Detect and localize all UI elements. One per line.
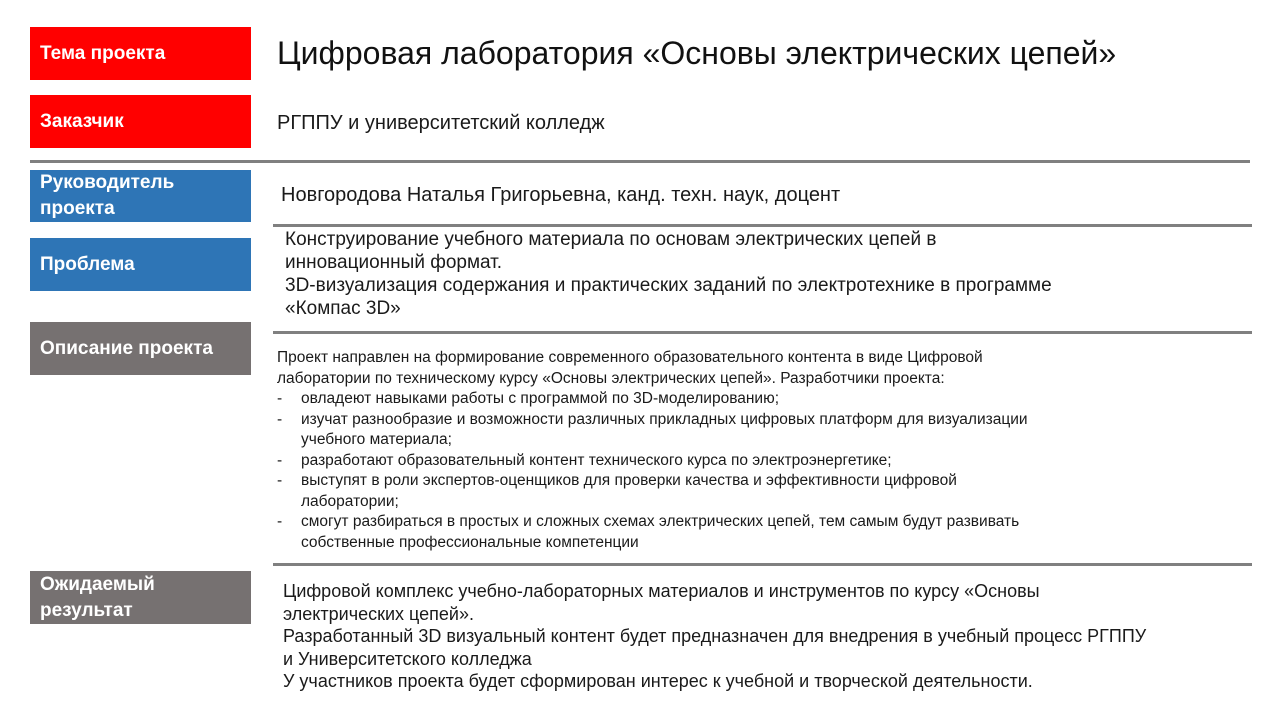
result-text <box>283 580 1146 693</box>
problem-line: инновационный формат. <box>285 252 503 273</box>
project-title: Цифровая лаборатория «Основы электрических цепей» <box>277 35 1117 71</box>
divider-line <box>30 160 1250 163</box>
problem-line: Конструирование учебного материала по основам электрических цепей в <box>285 229 937 250</box>
label-description: Описание проекта <box>30 322 251 375</box>
label-result: Ожидаемый результат <box>30 571 251 624</box>
leader-value: Новгородова Наталья Григорьевна, канд. техн. наук, доцент <box>281 184 841 206</box>
problem-line: 3D-визуализация содержания и практических заданий по электротехнике в программе <box>285 275 1052 296</box>
list-item: - смогут разбираться в простых и сложных схемах электрических цепей, тем самым будут развивать собственные профессиональные компетенции <box>277 512 1028 553</box>
result-line: и Университетского колледжа <box>283 648 532 669</box>
divider-line <box>273 224 1252 227</box>
result-line: Разработанный 3D визуальный контент будет предназначен для внедрения в учебный процесс РГППУ <box>283 626 1147 646</box>
label-customer: Заказчик <box>30 95 251 148</box>
problem-line: «Компас 3D» <box>285 298 401 319</box>
list-item: - изучат разнообразие и возможности различных прикладных цифровых платформ для визуализации учебного материала; <box>277 410 1028 451</box>
result-line: электрических цепей». <box>283 603 474 624</box>
problem-text <box>285 228 1052 320</box>
label-leader: Руководитель проекта <box>30 170 251 222</box>
result-line: У участников проекта будет сформирован интерес к учебной и творческой деятельности. <box>283 671 1033 691</box>
list-item: - овладеют навыками работы с программой по 3D-моделированию; <box>277 389 1028 410</box>
divider-line <box>273 331 1252 334</box>
label-problem: Проблема <box>30 238 251 291</box>
label-topic: Тема проекта <box>30 27 251 80</box>
divider-line <box>273 563 1252 566</box>
description-text <box>277 348 1028 553</box>
description-intro-line: лаборатории по техническому курсу «Основы электрических цепей». Разработчики проекта: <box>277 369 945 387</box>
list-item: - разработают образовательный контент технического курса по электроэнергетике; <box>277 451 1028 472</box>
description-intro-line: Проект направлен на формирование современного образовательного контента в виде Цифровой <box>277 349 983 366</box>
result-line: Цифровой комплекс учебно-лабораторных материалов и инструментов по курсу «Основы <box>283 581 1040 601</box>
developer-outcomes-list <box>277 389 1028 553</box>
list-item: - выступят в роли экспертов-оценщиков для проверки качества и эффективности цифровой лаборатории; <box>277 471 1028 512</box>
customer-value: РГППУ и университетский колледж <box>277 112 605 134</box>
